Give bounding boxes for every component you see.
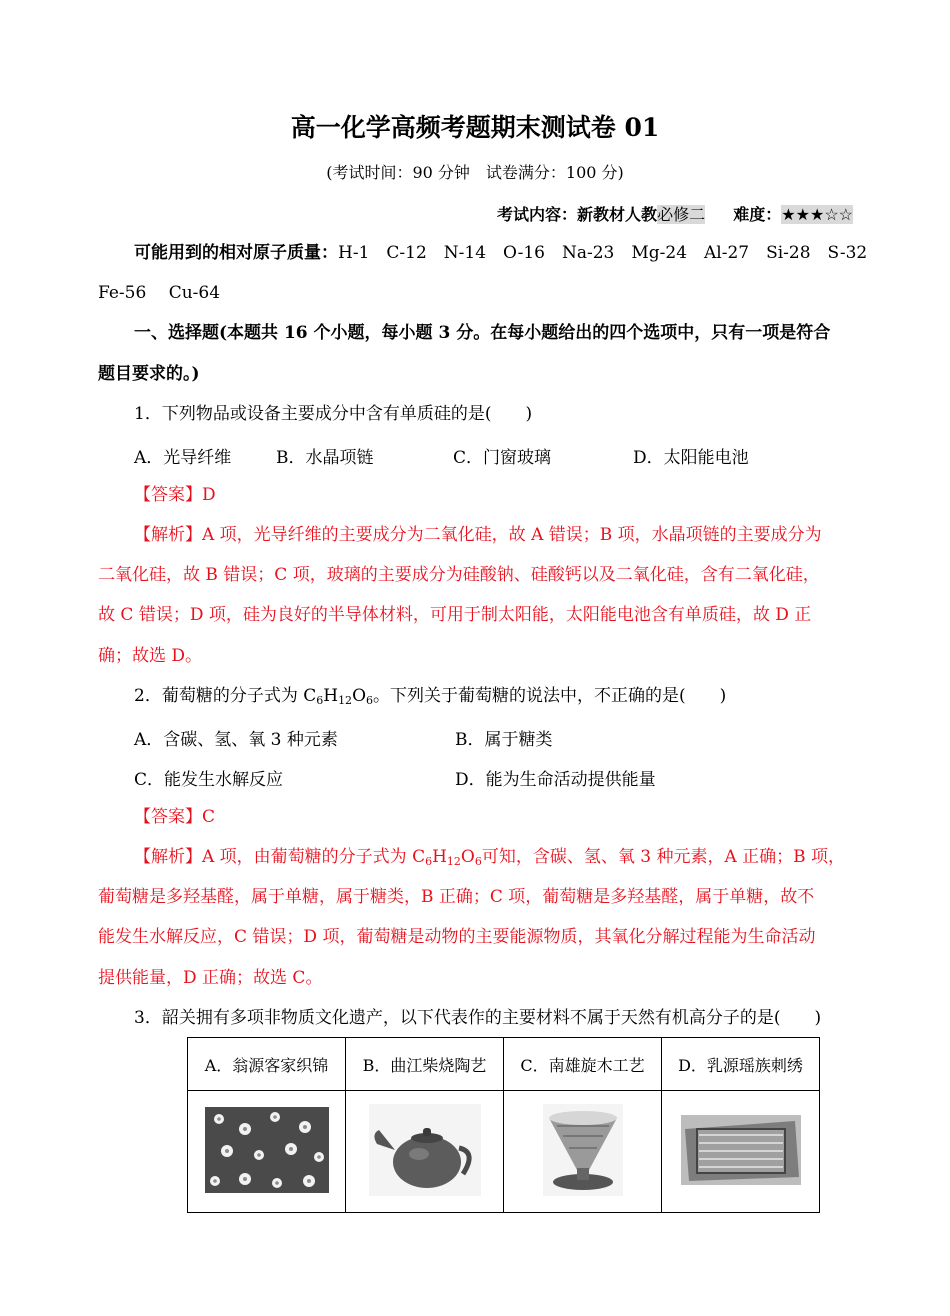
q1-stem: 1．下列物品或设备主要成分中含有单质硅的是( ) [134,404,533,424]
q1-analysis-1: 【解析】A 项，光导纤维的主要成分为二氧化硅，故 A 错误；B 项，水晶项链的主要成分为 [134,525,822,545]
embroidery-image [681,1115,801,1185]
teapot-image [369,1104,481,1196]
q2-option-b: B．属于糖类 [455,730,553,750]
q2-stem-post: 。下列关于葡萄糖的说法中，不正确的是( ) [373,686,727,706]
q1-option-b: B．水晶项链 [276,448,374,468]
q2-analysis-1: 【解析】A 项，由葡萄糖的分子式为 $C_6H_{12}O_6$可知，含碳、氢、氧 3 种元素，A 正确；B 项， [134,847,846,868]
q2-analysis-post: 可知，含碳、氢、氧 3 种元素，A 正确；B 项， [481,847,846,867]
q1-analysis-2: 二氧化硅，故 B 错误；C 项，玻璃的主要成分为硅酸钠、硅酸钙以及二氧化硅，含有二氧化硅， [98,565,820,585]
q2-option-d: D．能为生命活动提供能量 [455,770,656,790]
q2-answer: 【答案】C [134,807,216,827]
q3-option-b: B．曲江柴烧陶艺 [346,1038,504,1091]
q3-option-d: D．乳源瑶族刺绣 [662,1038,820,1091]
wooden-bowl-image [543,1104,623,1196]
q2-analysis-3: 能发生水解反应，C 错误；D 项，葡萄糖是动物的主要能源物质，其氧化分解过程能为生命活动 [98,927,816,947]
q3-stem: 3．韶关拥有多项非物质文化遗产，以下代表作的主要材料不属于天然有机高分子的是( ) [134,1008,822,1028]
q2-option-c: C．能发生水解反应 [134,770,284,790]
q1-option-d: D．太阳能电池 [633,448,749,468]
section-desc-2: 题目要求的。) [98,364,200,384]
q2-stem: 2．葡萄糖的分子式为 $C_6H_{12}O_6$。下列关于葡萄糖的说法中，不正确的是( ) [134,686,727,707]
content-label: 考试内容：新教材人教 [497,205,658,224]
q1-answer: 【答案】D [134,485,216,505]
exam-meta [497,202,853,225]
atomic-mass-values: H-1 C-12 N-14 O-16 Na-23 Mg-24 Al-27 Si-28 S-32 [338,243,868,263]
q2-analysis-pre: 【解析】A 项，由葡萄糖的分子式为 C [134,847,426,867]
content-value: 必修二 [657,205,706,224]
q3-options-table [187,1037,820,1213]
section-heading-line [98,322,894,344]
section-heading: 一、选择题 [134,323,219,343]
atomic-mass-line [98,242,894,264]
difficulty-label: 难度： [733,205,782,224]
section-desc: (本题共 16 个小题，每小题 3 分。在每小题给出的四个选项中，只有一项是符合 [219,323,831,343]
difficulty-stars: ★★★☆☆ [781,205,853,224]
q1-option-c: C．门窗玻璃 [453,448,552,468]
atomic-mass-label: 可能用到的相对原子质量： [134,243,338,263]
q2-analysis-4: 提供能量，D 正确；故选 C。 [98,968,323,988]
q1-analysis-4: 确；故选 D。 [98,646,203,666]
brocade-image [205,1107,329,1193]
q2-stem-pre: 2．葡萄糖的分子式为 C [134,686,317,706]
q1-option-a: A．光导纤维 [134,448,232,468]
q1-analysis-3: 故 C 错误；D 项，硅为良好的半导体材料，可用于制太阳能，太阳能电池含有单质硅，故 D 正 [98,605,812,625]
q2-option-a: A．含碳、氢、氧 3 种元素 [134,730,338,750]
atomic-mass-line-2: Fe-56 Cu-64 [98,283,221,303]
q3-option-a: A．翁源客家织锦 [188,1038,346,1091]
q2-analysis-2: 葡萄糖是多羟基醛，属于单糖，属于糖类，B 正确；C 项，葡萄糖是多羟基醛，属于单糖，故不 [98,887,815,907]
exam-info: (考试时间：90 分钟 试卷满分：100 分) [326,163,624,182]
page-title: 高一化学高频考题期末测试卷 01 [290,113,660,142]
q3-option-c: C．南雄旋木工艺 [504,1038,662,1091]
